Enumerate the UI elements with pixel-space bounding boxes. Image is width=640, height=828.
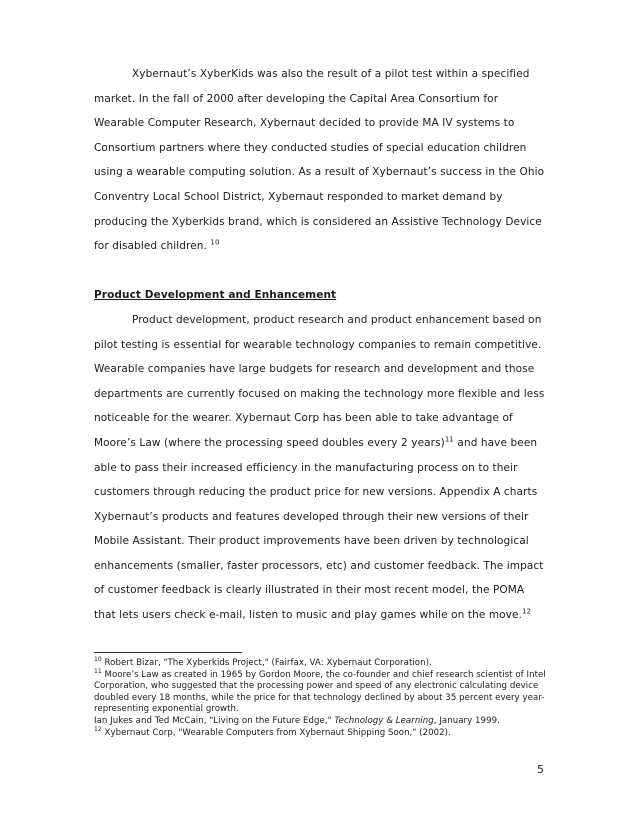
footnote-ref-10: 10	[210, 238, 220, 247]
footnote-10	[94, 658, 552, 670]
footnote-11-citation-tail: , January 1999.	[433, 715, 500, 726]
footnotes-section	[94, 652, 552, 739]
footnote-separator	[94, 652, 242, 653]
footnote-12-text: Xybernaut Corp, "Wearable Computers from Xybernaut Shipping Soon," (2002).	[101, 727, 451, 738]
footnote-11	[94, 667, 552, 716]
footnote-ref-12: 12	[522, 607, 532, 616]
footnote-11-citation	[94, 716, 552, 728]
footnote-12-number: 12	[94, 725, 102, 733]
page-number: 5	[537, 763, 544, 776]
paragraph-1-text: Xybernaut’s XyberKids was also the result of a pilot test within a specified market. In the fall of 2000 after developing the Capital Area Consortium for Wearable Computer Research, Xybernaut decided to provide MA IV systems to Consortium partners where they conducted studies of special education children using a wearable computing solution. As a result of Xybernaut’s success in the Ohio Conventry Local School District, Xybernaut responded to market demand by producing the Xyberkids brand, which is considered an Assistive Technology Device for disabled children.	[94, 68, 545, 253]
paragraph-1	[94, 62, 548, 259]
footnote-ref-11: 11	[444, 435, 454, 444]
section-heading: Product Development and Enhancement	[94, 289, 337, 302]
body-text	[94, 62, 548, 628]
footnote-10-text: Robert Bizar, "The Xyberkids Project," (Fairfax, VA: Xybernaut Corporation).	[101, 658, 432, 668]
footnote-10-number: 10	[94, 656, 102, 664]
paragraph-2-text-part1: Product development, product research and product enhancement based on pilot testing is essential for wearable technology companies to remain competitive. Wearable companies have large budgets for research and development and those departments are currently focused on making the technology more flexible and less noticeable for the wearer. Xybernaut Corp has been able to take advantage of Moore’s Law (where the processing speed doubles every 2 years)	[94, 313, 545, 449]
paragraph-2-text-part2: and have been able to pass their increased efficiency in the manufacturing process on to their customers through reducing the product price for new versions. Appendix A charts Xybernaut’s products and features developed through their new versions of their Mobile Assistant. Their product improvements have been driven by technological enhancements (smaller, faster processors, etc) and customer feedback. The impact of customer feedback is clearly illustrated in their most recent model, the POMA that lets users check e-mail, listen to music and play games while on the move.	[94, 436, 544, 622]
footnote-12	[94, 725, 552, 740]
footnote-11-citation-text: Ian Jukes and Ted McCain, "Living on the Future Edge,"	[94, 715, 335, 726]
footnote-11-text: Moore’s Law as created in 1965 by Gordon Moore, the co-founder and chief research scientist of Intel Corporation, who suggested that the processing power and speed of any electronic calculating device doubled every 18 months, while the price for that technology declined by about 35 percent every year-representing exponential growth.	[94, 669, 546, 715]
paragraph-2	[94, 308, 548, 628]
footnote-11-citation-journal: Technology & Learning	[334, 715, 434, 726]
footnote-11-number: 11	[94, 667, 102, 675]
